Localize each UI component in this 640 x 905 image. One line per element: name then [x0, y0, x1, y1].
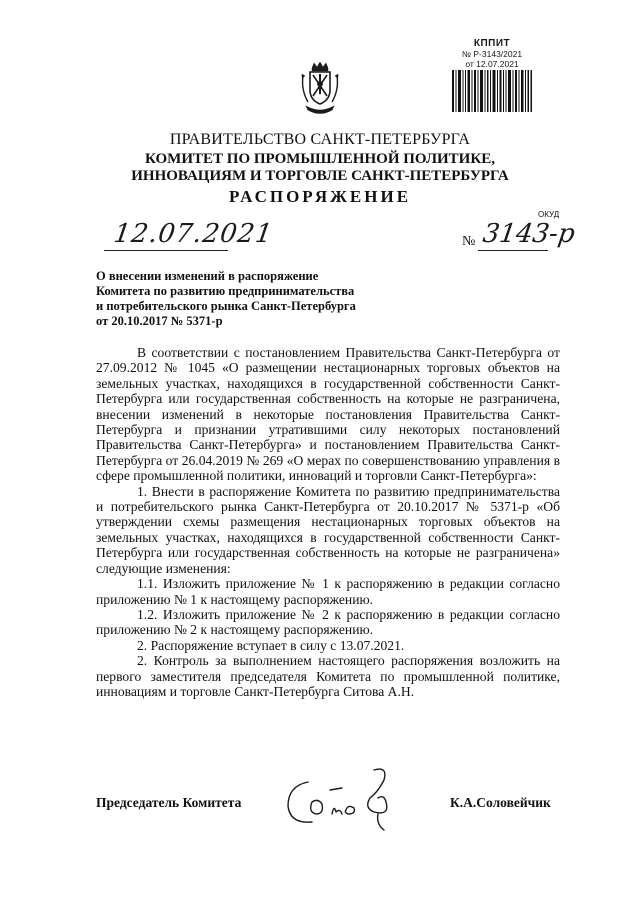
okud-label: ОКУД [538, 210, 560, 219]
item-1-paragraph: 1. Внести в распоряжение Комитета по развитию предпринимательства и потребительского рынка Санкт-Петербурга от 20.10.2017 № 5371-р «Об утверждении схемы размещения нестационарных торговых объектов на земельных участках, находящихся в государственной собственности Санкт-Петербурга или государственная собственность на которые не разграничена» следующие изменения: [96, 483, 560, 576]
stamp-code: КППИТ [473, 38, 511, 49]
item-3-paragraph: 2. Контроль за выполнением настоящего распоряжения возложить на первого заместителя председателя Комитета по промышленной политике, инновациям и торговле Санкт-Петербурга Ситова А.Н. [96, 653, 560, 699]
subject-line: О внесении изменений в распоряжение [96, 269, 319, 283]
handwritten-date: 12.07.2021 [111, 219, 275, 249]
barcode-icon [452, 70, 532, 112]
document-subject [96, 269, 416, 329]
government-title: ПРАВИТЕЛЬСТВО САНКТ-ПЕТЕРБУРГА [169, 131, 471, 148]
signatory-name: К.А.Соловейчик [450, 795, 551, 810]
document-body [96, 345, 560, 699]
handwritten-signature [278, 764, 428, 836]
subject-line: и потребительского рынка Санкт-Петербурга [96, 299, 356, 313]
signatory-role: Председатель Комитета [96, 795, 242, 810]
stamp-number: № Р-3143/2021 [461, 49, 523, 59]
document-type-title: РАСПОРЯЖЕНИЕ [228, 187, 412, 206]
item-2-paragraph: 2. Распоряжение вступает в силу с 13.07.2021. [137, 637, 405, 653]
subject-line: Комитета по развитию предпринимательства [96, 284, 355, 298]
preamble-paragraph: В соответствии с постановлением Правительства Санкт-Петербурга от 27.09.2012 № 1045 «О размещении нестационарных торговых объектов на земельных участках, находящихся в государственной собственности Санкт-Петербурга или государственная собственность на которые не разграничена, внесении изменений в некоторые постановления Правительства Санкт-Петербурга и признании утратившими силу некоторых постановлений Правительства Санкт-Петербурга» и постановлением Правительства Санкт-Петербурга от 26.04.2019 № 269 «О мерах по совершенствованию управления в сфере промышленной политики, инноваций и торговли Санкт-Петербурга»: [96, 345, 560, 484]
committee-name-line1: КОМИТЕТ ПО ПРОМЫШЛЕННОЙ ПОЛИТИКЕ, [145, 151, 495, 167]
handwritten-number: 3143-р [480, 219, 577, 249]
registration-stamp [452, 38, 532, 69]
date-underline [104, 250, 228, 251]
item-1-2-paragraph: 1.2. Изложить приложение № 2 к распоряжению в редакции согласно приложению № 2 к настоящему распоряжению. [96, 606, 560, 638]
item-1-1-paragraph: 1.1. Изложить приложение № 1 к распоряжению в редакции согласно приложению № 1 к настоящему распоряжению. [96, 576, 560, 607]
coat-of-arms-icon [300, 62, 340, 118]
stamp-date: от 12.07.2021 [465, 59, 519, 69]
committee-name-line2: ИННОВАЦИЯМ И ТОРГОВЛЕ САНКТ-ПЕТЕРБУРГА [131, 168, 509, 184]
subject-line: от 20.10.2017 № 5371-р [96, 314, 223, 328]
number-sign: № [462, 234, 476, 249]
number-underline [478, 250, 548, 251]
